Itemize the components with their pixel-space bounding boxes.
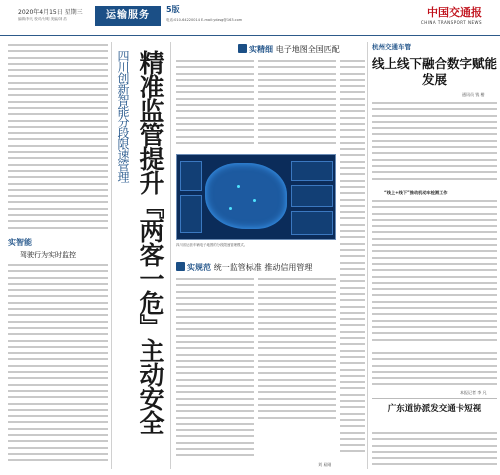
map-marker	[253, 199, 256, 202]
main-story-byline: 刘 易刚	[318, 462, 332, 467]
contact-line: 电话:010-64220014 E-mail:ydzsg@163.com	[166, 18, 243, 22]
column-divider	[367, 42, 368, 469]
page-header	[0, 0, 500, 36]
right-story-subheading: “线上+线下”推动机动车检测工作	[384, 190, 448, 195]
section-subtitle-precise: 电子地图全国匹配	[275, 45, 340, 54]
right-story-byline: 通讯员 钱 楷	[462, 92, 485, 97]
section-tag-smart: 实智能	[8, 238, 32, 247]
middle-column-text-a	[176, 58, 254, 150]
middle-column-text-d	[258, 276, 336, 466]
map-caption: 四川省运营车辆电子地图的分段限速管理模式。	[176, 243, 248, 247]
section-heading-precise	[249, 44, 340, 55]
right-story-tag: 杭州交通车管	[372, 43, 411, 51]
main-headline: 精准监管提升『两客一危』主动安全	[136, 50, 165, 434]
section-subtitle-standard: 统一监管标准 推动信用管理	[213, 263, 313, 272]
right-story-title: 线上线下融合数字赋能发展	[372, 56, 498, 87]
map-marker	[237, 185, 240, 188]
section-marker-icon	[238, 44, 247, 53]
province-map-shape	[205, 163, 287, 229]
story-divider	[372, 398, 497, 399]
right-story-byline-2: 本报记者 李 凡	[460, 390, 487, 395]
newspaper-name: 中国交通报	[427, 6, 482, 19]
right-column-text-a	[372, 100, 497, 188]
map-stats-panel	[291, 185, 333, 207]
bottom-right-title: 广东道协派发交通卡短视	[387, 404, 482, 414]
page-number: 5版	[166, 5, 180, 14]
electronic-map-image	[176, 154, 336, 240]
middle-column-text-b	[258, 58, 336, 150]
left-column-body	[8, 262, 108, 467]
bottom-right-text	[372, 430, 497, 470]
section-heading-standard	[187, 262, 312, 273]
section-tag-standard: 实规范	[187, 263, 211, 272]
map-stats-panel	[291, 161, 333, 181]
editors-line: 编辑/李凡 校对/付明 美编/刘 浩	[18, 17, 67, 21]
section-marker-icon	[176, 262, 185, 271]
main-deck: 四川创新智能分段限速管理	[116, 50, 130, 182]
narrow-column-text	[340, 58, 365, 458]
map-marker	[229, 207, 232, 210]
map-stats-panel	[291, 211, 333, 235]
map-side-panel	[180, 195, 202, 233]
middle-column-text-c	[176, 276, 254, 466]
section-heading-smart	[8, 237, 32, 248]
column-divider	[111, 42, 112, 469]
issue-date: 2020年4月15日 星期三	[18, 9, 83, 16]
left-column-intro	[8, 42, 108, 232]
right-column-text-c	[372, 350, 497, 390]
section-tag-precise: 实精细	[249, 45, 273, 54]
column-divider	[170, 42, 171, 469]
right-column-text-b	[372, 198, 497, 348]
section-subtitle-smart: 驾驶行为实时监控	[20, 251, 76, 259]
map-side-panel	[180, 161, 202, 191]
newspaper-name-en: CHINA TRANSPORT NEWS	[420, 20, 482, 25]
section-tag: 运输服务	[95, 6, 161, 26]
